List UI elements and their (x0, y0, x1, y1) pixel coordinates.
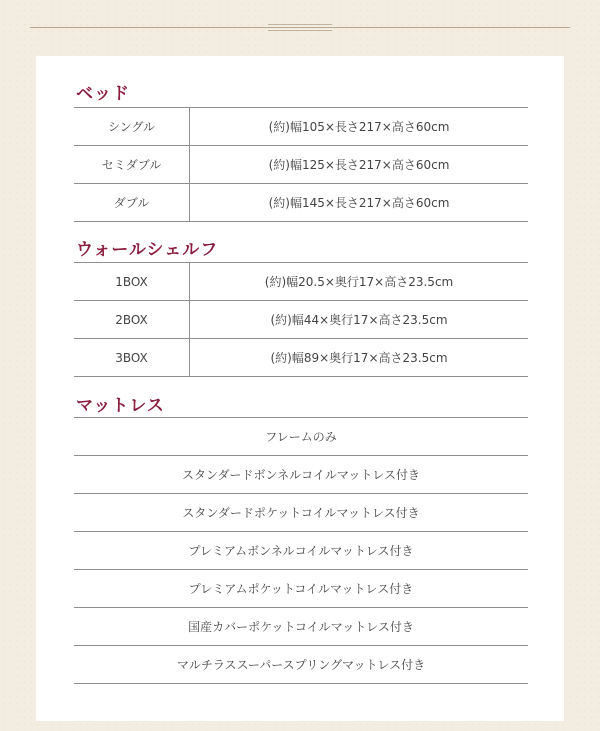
row-label: シングル (74, 108, 190, 146)
table-row (74, 608, 528, 646)
table-row (74, 532, 528, 570)
row-value: (約)幅20.5×奥行17×高さ23.5cm (190, 263, 529, 301)
row-label: セミダブル (74, 146, 190, 184)
table-row (74, 184, 528, 222)
row-value: (約)幅105×長さ217×高さ60cm (190, 108, 529, 146)
mattress-option-table (74, 417, 528, 684)
spec-panel (36, 56, 564, 721)
mattress-option: マルチラススーパースプリングマットレス付き (74, 646, 528, 684)
row-value: (約)幅44×奥行17×高さ23.5cm (190, 301, 529, 339)
table-row (74, 570, 528, 608)
table-row (74, 418, 528, 456)
section-title-mattress: マットレス (76, 396, 165, 416)
bed-size-table (74, 107, 528, 222)
row-label: 3BOX (74, 339, 190, 377)
row-label: ダブル (74, 184, 190, 222)
row-label: 2BOX (74, 301, 190, 339)
table-row (74, 146, 528, 184)
mattress-option: フレームのみ (74, 418, 528, 456)
top-divider-ornament (268, 24, 332, 31)
row-value: (約)幅125×長さ217×高さ60cm (190, 146, 529, 184)
row-value: (約)幅89×奥行17×高さ23.5cm (190, 339, 529, 377)
mattress-option: プレミアムボンネルコイルマットレス付き (74, 532, 528, 570)
table-row (74, 494, 528, 532)
section-title-wall-shelf: ウォールシェルフ (76, 240, 219, 260)
mattress-option: 国産カバーポケットコイルマットレス付き (74, 608, 528, 646)
table-row (74, 301, 528, 339)
table-row (74, 646, 528, 684)
wall-shelf-size-table (74, 262, 528, 377)
mattress-option: スタンダードボンネルコイルマットレス付き (74, 456, 528, 494)
mattress-option: スタンダードポケットコイルマットレス付き (74, 494, 528, 532)
table-row (74, 263, 528, 301)
row-label: 1BOX (74, 263, 190, 301)
table-row (74, 456, 528, 494)
section-title-bed: ベッド (76, 84, 130, 104)
row-value: (約)幅145×長さ217×高さ60cm (190, 184, 529, 222)
table-row (74, 108, 528, 146)
table-row (74, 339, 528, 377)
mattress-option: プレミアムポケットコイルマットレス付き (74, 570, 528, 608)
